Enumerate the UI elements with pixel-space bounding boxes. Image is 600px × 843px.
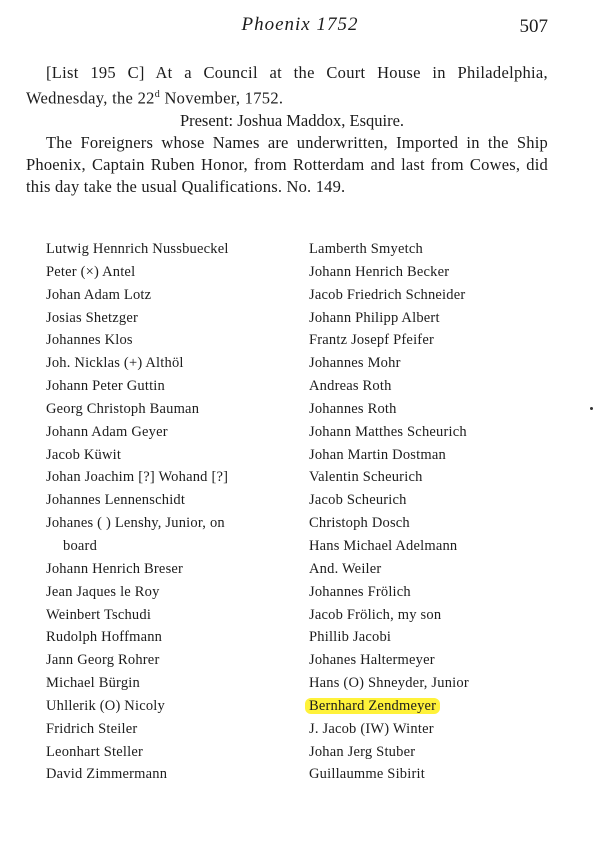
name-entry: Johann Henrich Breser xyxy=(46,560,184,577)
intro-paragraph: The Foreigners whose Names are underwritten, Imported in the Ship Phoenix, Captain Ruben Honor, from Rotterdam and last from Cowes, did this day take the usual Qualifications. No. 149. xyxy=(26,132,548,196)
name-entry: Guillaumme Sibirit xyxy=(309,766,425,783)
name-entry: Hans (O) Shneyder, Junior xyxy=(309,675,469,692)
name-entry: And. Weiler xyxy=(309,560,382,577)
name-entry: Hans Michael Adelmann xyxy=(309,537,458,554)
name-entry: Johannes Roth xyxy=(309,400,397,417)
name-entry: Johanes Haltermeyer xyxy=(309,652,435,669)
name-entry: Johanes ( ) Lenshy, Junior, on xyxy=(46,515,225,532)
name-entry: Lutwig Hennrich Nussbueckel xyxy=(46,241,229,257)
name-continuation: board xyxy=(63,537,98,554)
name-entry: Jacob Friedrich Schneider xyxy=(309,286,466,303)
name-entry: Christoph Dosch xyxy=(309,515,410,532)
names-column-right xyxy=(309,238,579,786)
name-entry: Jacob Küwit xyxy=(46,446,122,463)
name-entry: Rudolph Hoffmann xyxy=(46,629,163,646)
name-entry: Lamberth Smyetch xyxy=(309,241,423,257)
present-line: Present: Joshua Maddox, Esquire. xyxy=(179,110,405,130)
highlighted-name: Bernhard Zendmeyer xyxy=(305,698,440,714)
name-entry: Georg Christoph Bauman xyxy=(46,400,200,417)
name-entry: Leonhart Steller xyxy=(46,743,144,760)
intro-text xyxy=(26,62,548,198)
scan-speck xyxy=(590,407,593,410)
names-column-left xyxy=(46,238,296,786)
name-entry: Johann Philipp Albert xyxy=(309,309,440,326)
name-entry xyxy=(309,695,579,718)
name-entry: Jann Georg Rohrer xyxy=(46,652,160,669)
name-entry: Uhllerik (O) Nicoly xyxy=(46,697,165,714)
name-entry: David Zimmermann xyxy=(46,766,168,783)
name-entry: Jacob Scheurich xyxy=(309,492,407,509)
name-entry: Johannes Lennenschidt xyxy=(46,492,186,509)
list-heading: [List 195 C] At a Council at the Court House in Philadelphia, Wednesday, the 22$^d$ November, 1752. xyxy=(26,63,548,108)
name-entry: Joh. Nicklas (+) Althöl xyxy=(46,355,184,372)
name-entry: Johan Jerg Stuber xyxy=(309,743,416,760)
name-entry: Michael Bürgin xyxy=(46,675,140,692)
name-entry: Jean Jaques le Roy xyxy=(46,583,160,600)
name-entry: Johann Adam Geyer xyxy=(46,423,168,440)
name-entry: Johan Martin Dostman xyxy=(309,446,446,463)
name-entry: Johannes Frölich xyxy=(309,583,411,600)
name-entry: Johannes Klos xyxy=(46,332,133,349)
name-entry: Johann Matthes Scheurich xyxy=(309,423,467,440)
name-entry: Johan Adam Lotz xyxy=(46,286,152,303)
name-entry: J. Jacob (IW) Winter xyxy=(309,720,434,737)
name-entry: Phillib Jacobi xyxy=(309,629,392,646)
name-entry: Frantz Josepf Pfeifer xyxy=(309,332,434,349)
name-entry: Fridrich Steiler xyxy=(46,720,138,737)
name-entry: Johannes Mohr xyxy=(309,355,401,372)
name-entry: Jacob Frölich, my son xyxy=(309,606,442,623)
page-title: Phoenix 1752 xyxy=(241,14,359,35)
name-entry: Weinbert Tschudi xyxy=(46,606,152,623)
name-entry: Andreas Roth xyxy=(309,378,392,395)
name-entry: Peter (×) Antel xyxy=(46,263,136,280)
page-number: 507 xyxy=(519,16,548,37)
name-entry: Johann Peter Guttin xyxy=(46,378,165,395)
name-entry: Johan Joachim [?] Wohand [?] xyxy=(46,469,229,486)
name-entry: Johann Henrich Becker xyxy=(309,263,450,280)
name-entry: Valentin Scheurich xyxy=(309,469,423,486)
name-entry: Josias Shetzger xyxy=(46,309,138,326)
